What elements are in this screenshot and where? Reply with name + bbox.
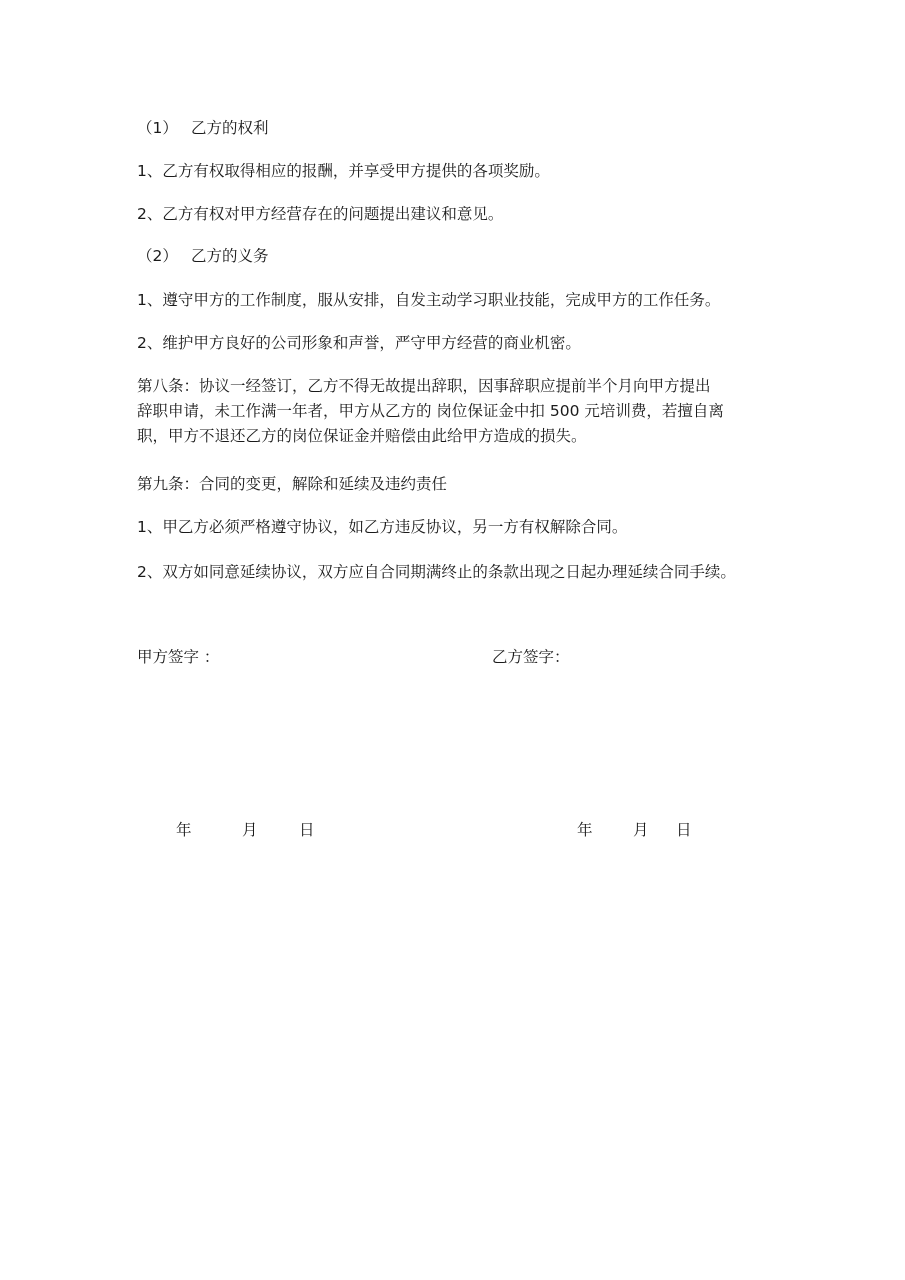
- section-number: （1）: [137, 119, 178, 137]
- article-9-item-1: 1、甲乙方必须严格遵守协议，如乙方违反协议，另一方有权解除合同。: [137, 518, 628, 536]
- section-title: 乙方的权利: [191, 119, 269, 137]
- party-a-date-month: 月: [242, 821, 258, 839]
- article-8-line: 第八条：协议一经签订，乙方不得无故提出辞职，因事辞职应提前半个月向甲方提出: [137, 377, 711, 395]
- duties-item-2: 2、维护甲方良好的公司形象和声誉，严守甲方经营的商业机密。: [137, 334, 581, 352]
- party-b-date-day: 日: [676, 821, 692, 839]
- party-b-date-month: 月: [633, 821, 649, 839]
- article-9-title: 第九条：合同的变更，解除和延续及违约责任: [137, 475, 448, 493]
- article-8-line: 职，甲方不退还乙方的岗位保证金并赔偿由此给甲方造成的损失。: [137, 427, 587, 445]
- party-a-date-year: 年: [176, 821, 192, 839]
- article-8-line: 辞职申请，未工作满一年者，甲方从乙方的 岗位保证金中扣 500 元培训费，若擅自离: [137, 402, 724, 420]
- section-title: 乙方的义务: [191, 247, 269, 265]
- section-number: （2）: [137, 247, 178, 265]
- article-8: [137, 374, 787, 449]
- party-a-signature-label: 甲方签字 ：: [137, 648, 220, 666]
- article-9-item-2: 2、双方如同意延续协议，双方应自合同期满终止的条款出现之日起办理延续合同手续。: [137, 563, 736, 581]
- party-a-date-day: 日: [299, 821, 315, 839]
- rights-item-1: 1、乙方有权取得相应的报酬，并享受甲方提供的各项奖励。: [137, 162, 550, 180]
- party-b-signature-label: 乙方签字：: [492, 648, 570, 666]
- rights-item-2: 2、乙方有权对甲方经营存在的问题提出建议和意见。: [137, 205, 504, 223]
- section-heading-rights: [137, 117, 269, 139]
- section-heading-duties: [137, 245, 269, 267]
- duties-item-1: 1、遵守甲方的工作制度，服从安排，自发主动学习职业技能，完成甲方的工作任务。: [137, 291, 721, 309]
- party-b-date-year: 年: [577, 821, 593, 839]
